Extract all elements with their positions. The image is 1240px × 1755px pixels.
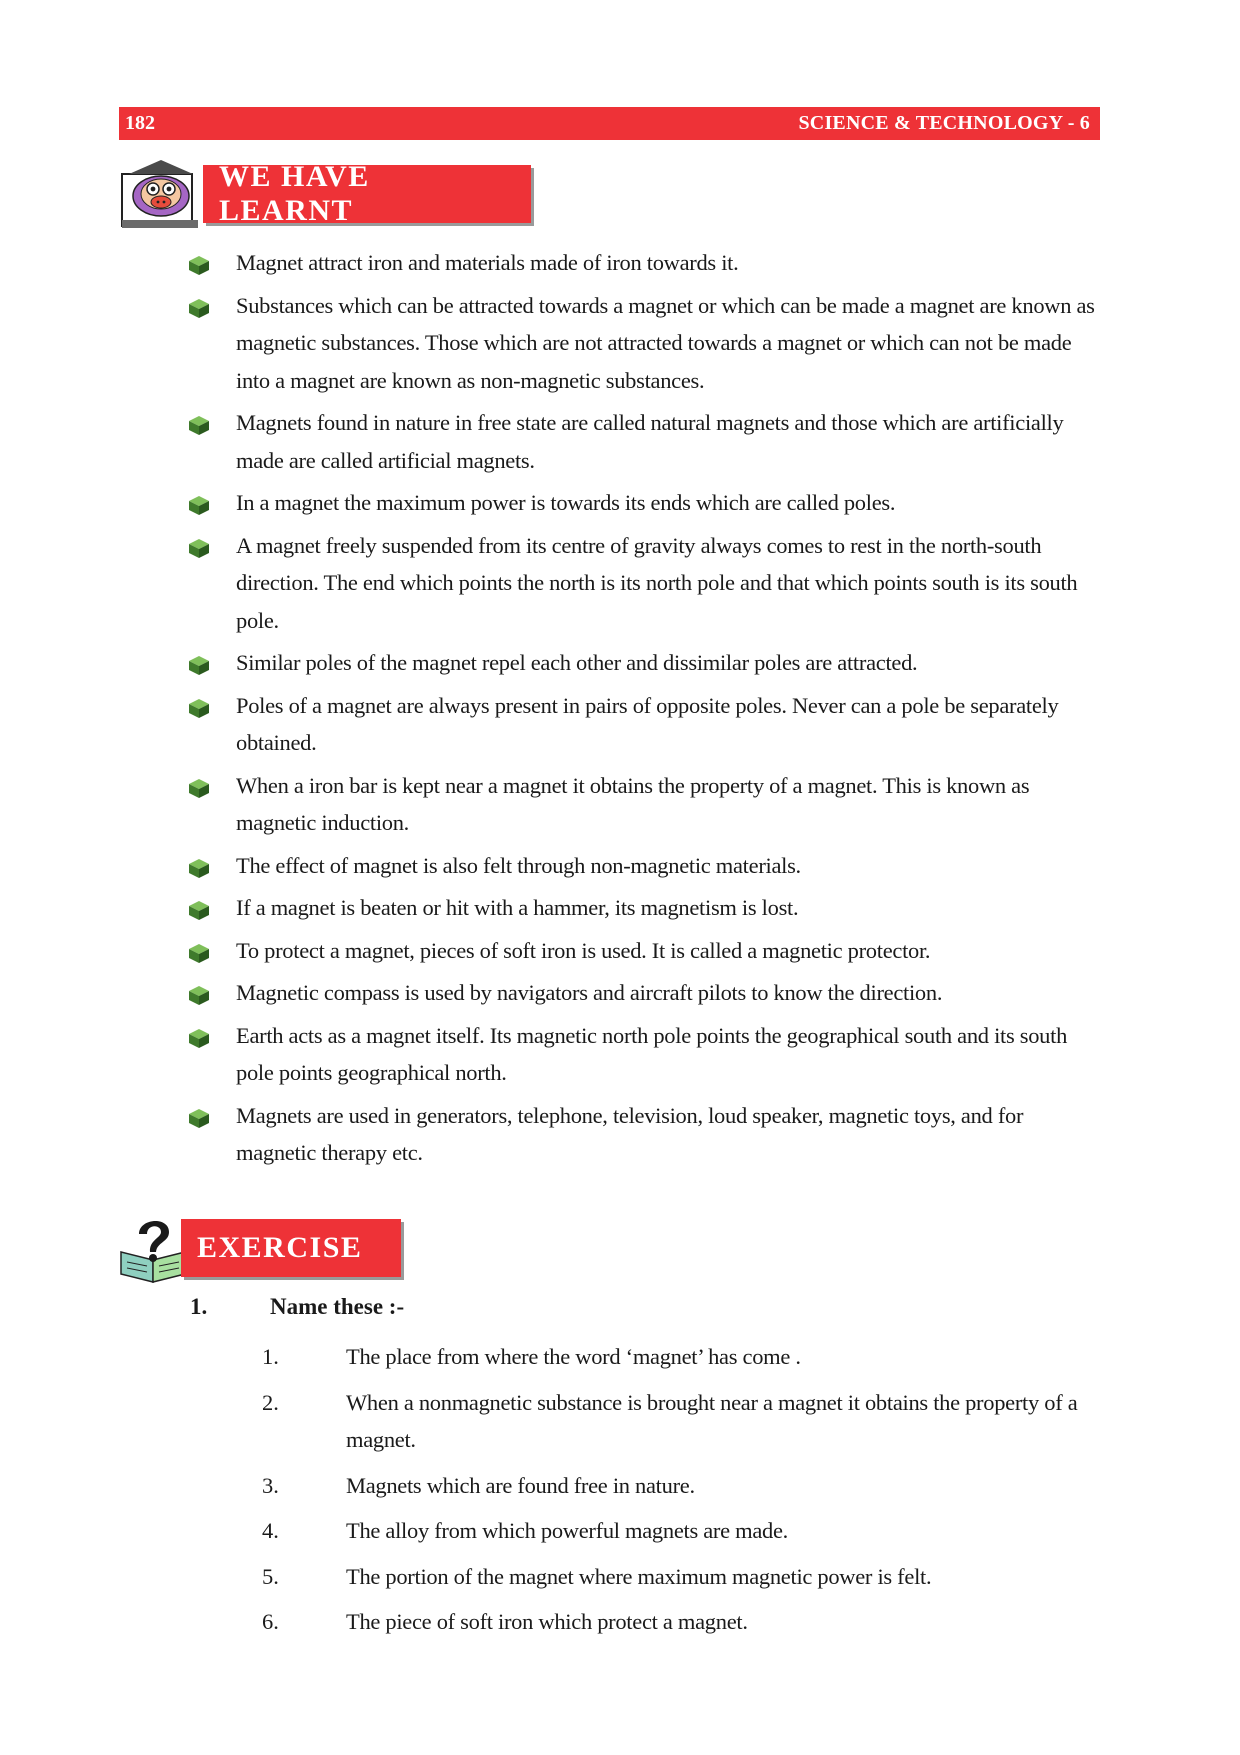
learnt-point-text: Poles of a magnet are always present in pairs of opposite poles. Never can a pole be separately obtained. xyxy=(236,692,1059,755)
learnt-point-text: Magnets are used in generators, telephone, television, loud speaker, magnetic toys, and for magnetic therapy etc. xyxy=(236,1102,1024,1165)
green-cube-bullet-icon xyxy=(186,898,212,922)
learnt-point-text: Similar poles of the magnet repel each other and dissimilar poles are attracted. xyxy=(236,650,918,675)
learnt-point xyxy=(186,1097,1106,1172)
we-have-learnt-label: WE HAVE LEARNT xyxy=(203,165,531,223)
learnt-point-text: Earth acts as a magnet itself. Its magnetic north pole points the geographical south and its south pole points geographical north. xyxy=(236,1022,1068,1085)
learnt-point-text: When a iron bar is kept near a magnet it obtains the property of a magnet. This is known as magnetic induction. xyxy=(236,772,1030,835)
learnt-point-text: Magnet attract iron and materials made of iron towards it. xyxy=(236,250,739,275)
question-item-number: 4. xyxy=(262,1518,279,1543)
question-item xyxy=(262,1467,1106,1505)
question-item-text: The piece of soft iron which protect a magnet. xyxy=(346,1609,748,1634)
green-cube-bullet-icon xyxy=(186,941,212,965)
learnt-point xyxy=(186,404,1106,479)
learnt-point xyxy=(186,484,1106,522)
we-have-learnt-heading xyxy=(119,158,531,230)
question-item-text: The alloy from which powerful magnets are made. xyxy=(346,1518,788,1543)
question-item-number: 6. xyxy=(262,1609,279,1634)
learnt-point xyxy=(186,767,1106,842)
question-item-number: 3. xyxy=(262,1472,279,1498)
learnt-point-text: Substances which can be attracted towards a magnet or which can be made a magnet are known as magnetic substances. Those which are not attracted towards a magnet or which can not be made into a magnet are known as non-magnetic substances. xyxy=(236,292,1095,393)
learnt-point xyxy=(186,287,1106,400)
green-cube-bullet-icon xyxy=(186,776,212,800)
green-cube-bullet-icon xyxy=(186,983,212,1007)
green-cube-bullet-icon xyxy=(186,856,212,880)
green-cube-bullet-icon xyxy=(186,493,212,517)
question-item xyxy=(262,1384,1106,1459)
page-header xyxy=(119,107,1100,140)
green-cube-bullet-icon xyxy=(186,536,212,560)
cartoon-character-icon xyxy=(119,158,205,230)
green-cube-bullet-icon xyxy=(186,696,212,720)
learnt-point xyxy=(186,889,1106,927)
green-cube-bullet-icon xyxy=(186,653,212,677)
question-item xyxy=(262,1558,1106,1596)
exercise-label: EXERCISE xyxy=(181,1219,401,1277)
question-item-text: The place from where the word ‘magnet’ has come . xyxy=(346,1344,801,1369)
question-1 xyxy=(190,1294,404,1320)
learnt-point-text: Magnets found in nature in free state are called natural magnets and those which are artificially made are called artificial magnets. xyxy=(236,410,1064,473)
learnt-point-text: To protect a magnet, pieces of soft iron is used. It is called a magnetic protector. xyxy=(236,937,931,963)
learnt-point-text: Magnetic compass is used by navigators and aircraft pilots to know the direction. xyxy=(236,980,943,1005)
question-item xyxy=(262,1338,1106,1376)
learnt-point xyxy=(186,1017,1106,1092)
green-cube-bullet-icon xyxy=(186,1026,212,1050)
learnt-point-text: In a magnet the maximum power is towards its ends which are called poles. xyxy=(236,490,896,515)
learnt-point xyxy=(186,687,1106,762)
learnt-point xyxy=(186,644,1106,682)
question-item-text: The portion of the magnet where maximum magnetic power is felt. xyxy=(346,1563,932,1589)
learnt-point xyxy=(186,244,1106,282)
question-title: Name these :- xyxy=(270,1294,405,1319)
question-book-icon xyxy=(119,1212,187,1284)
learnt-point xyxy=(186,974,1106,1012)
question-item-text: Magnets which are found free in nature. xyxy=(346,1472,695,1498)
learnt-point xyxy=(186,527,1106,640)
question-items-list xyxy=(262,1338,1106,1649)
green-cube-bullet-icon xyxy=(186,296,212,320)
learnt-point xyxy=(186,847,1106,885)
book-title: SCIENCE & TECHNOLOGY - 6 xyxy=(798,112,1090,134)
learnt-point-text: If a magnet is beaten or hit with a hammer, its magnetism is lost. xyxy=(236,895,799,920)
question-item-number: 2. xyxy=(262,1389,279,1415)
exercise-heading xyxy=(119,1212,401,1284)
question-item-number: 5. xyxy=(262,1563,279,1589)
learnt-points-list xyxy=(186,244,1106,1177)
question-item-number: 1. xyxy=(262,1344,279,1369)
learnt-point xyxy=(186,932,1106,970)
question-item xyxy=(262,1512,1106,1550)
question-item-text: When a nonmagnetic substance is brought near a magnet it obtains the property of a magnet. xyxy=(346,1389,1078,1452)
green-cube-bullet-icon xyxy=(186,1106,212,1130)
page-number: 182 xyxy=(125,112,155,134)
question-number: 1. xyxy=(190,1294,208,1319)
question-item xyxy=(262,1603,1106,1641)
learnt-point-text: The effect of magnet is also felt through non-magnetic materials. xyxy=(236,852,801,878)
green-cube-bullet-icon xyxy=(186,413,212,437)
learnt-point-text: A magnet freely suspended from its centre of gravity always comes to rest in the north-south direction. The end which points the north is its north pole and that which points south is its south pole. xyxy=(236,532,1078,633)
green-cube-bullet-icon xyxy=(186,253,212,277)
